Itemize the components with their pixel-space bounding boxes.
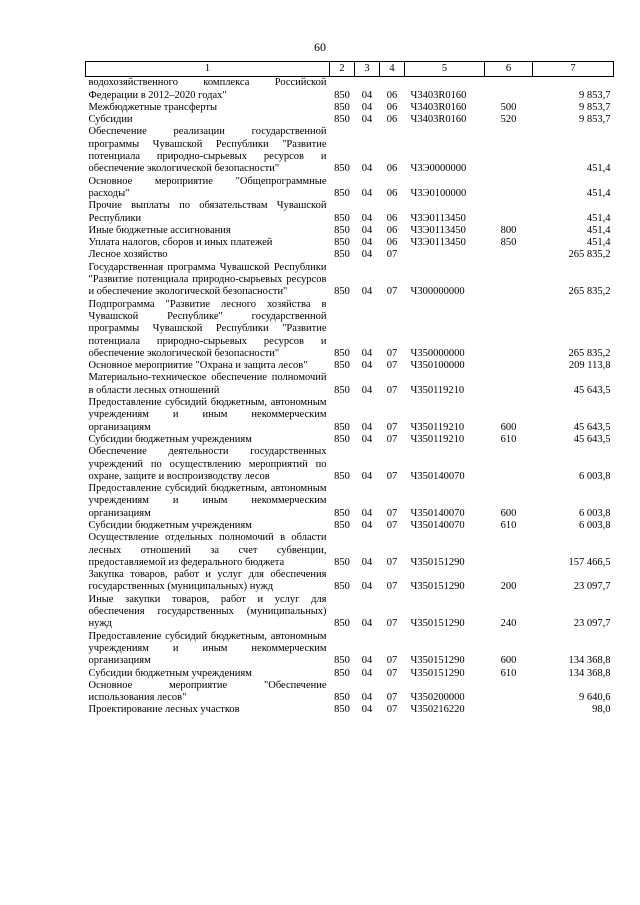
table-row (86, 668, 614, 680)
row-expense-type: 610 (500, 667, 517, 679)
row-name: Предоставление субсидий бюджетным, автономным учреждениям и иным некоммерческим организациям (88, 483, 327, 519)
row-subsection: 06 (386, 237, 398, 249)
table-row (86, 176, 614, 201)
table-row (86, 520, 614, 532)
row-expense-type (485, 299, 533, 360)
row-section: 04 (361, 470, 373, 482)
row-target-article: Ч350151290 (410, 667, 465, 679)
row-subsection: 07 (386, 556, 398, 568)
row-amount: 157 466,5 (568, 556, 611, 568)
row-expense-type (485, 126, 533, 175)
row-ministry-code: 850 (334, 692, 350, 704)
row-target-article: Ч350119210 (410, 421, 465, 433)
row-section: 04 (361, 433, 373, 445)
row-amount: 9 853,7 (579, 101, 611, 113)
row-section: 04 (361, 360, 373, 372)
row-amount: 451,4 (586, 224, 611, 236)
row-expense-type (485, 176, 533, 201)
row-name: Подпрограмма "Развитие лесного хозяйства в Чувашской Республике" государственной программы Чувашской Республики "Развитие потенциала природно-сырьевых ресурсов и обеспечение экологической безопасности" (88, 298, 327, 359)
row-name: Материально-техническое обеспечение полномочий в области лесных отношений (88, 372, 327, 396)
row-name: Иные бюджетные ассигнования (88, 224, 231, 236)
table-row (86, 631, 614, 668)
column-header: 3 (355, 62, 380, 77)
table-row (86, 372, 614, 397)
row-section: 04 (361, 556, 373, 568)
table-row (86, 262, 614, 299)
row-subsection: 06 (386, 114, 398, 126)
row-amount: 6 003,8 (579, 507, 611, 519)
row-amount: 451,4 (586, 187, 611, 199)
table-row (86, 532, 614, 569)
row-target-article: Ч350200000 (410, 692, 465, 704)
row-ministry-code: 850 (334, 187, 350, 199)
row-subsection: 06 (386, 163, 398, 175)
row-name: Основное мероприятие "Общепрограммные расходы" (88, 175, 327, 199)
row-target-article: Ч3403R0160 (410, 101, 467, 113)
row-amount: 23 097,7 (573, 581, 611, 593)
row-ministry-code: 850 (334, 618, 350, 630)
row-amount: 265 835,2 (568, 347, 611, 359)
row-amount: 6 003,8 (579, 519, 611, 531)
row-ministry-code: 850 (334, 704, 350, 716)
row-target-article: Ч350151290 (410, 655, 465, 667)
row-name: Субсидии бюджетным учреждениям (88, 519, 252, 531)
row-ministry-code: 850 (334, 237, 350, 249)
row-ministry-code: 850 (334, 360, 350, 372)
row-expense-type: 850 (500, 237, 517, 249)
table-row (86, 114, 614, 126)
row-target-article: Ч350140070 (410, 507, 465, 519)
row-subsection: 07 (386, 249, 398, 261)
row-target-article: Ч350140070 (410, 519, 465, 531)
row-section: 04 (361, 163, 373, 175)
row-expense-type (485, 372, 533, 397)
row-ministry-code: 850 (334, 470, 350, 482)
row-amount: 134 368,8 (568, 667, 611, 679)
row-ministry-code: 850 (334, 519, 350, 531)
row-amount: 23 097,7 (573, 618, 611, 630)
row-amount: 265 835,2 (568, 249, 611, 261)
table-row (86, 102, 614, 114)
row-amount: 134 368,8 (568, 655, 611, 667)
row-target-article: Ч350119210 (410, 433, 465, 445)
row-section: 04 (361, 507, 373, 519)
row-subsection: 07 (386, 667, 398, 679)
table-header-row (86, 62, 614, 77)
row-expense-type: 600 (500, 421, 517, 433)
row-target-article: Ч300000000 (410, 286, 465, 298)
row-target-article: Ч3Э0100000 (410, 187, 467, 199)
row-subsection: 07 (386, 421, 398, 433)
row-expense-type (485, 360, 533, 372)
row-expense-type (485, 704, 533, 716)
table-row (86, 299, 614, 360)
row-name: Прочие выплаты по обязательствам Чувашской Республики (88, 200, 327, 224)
row-target-article: Ч350151290 (410, 618, 465, 630)
row-subsection: 07 (386, 384, 398, 396)
row-amount: 45 643,5 (573, 384, 611, 396)
row-amount: 6 003,8 (579, 470, 611, 482)
row-section: 04 (361, 89, 373, 101)
row-name: Межбюджетные трансферты (88, 101, 218, 113)
row-target-article: Ч350216220 (410, 704, 465, 716)
column-header: 7 (533, 62, 614, 77)
row-name: Предоставление субсидий бюджетным, автономным учреждениям и иным некоммерческим организациям (88, 397, 327, 433)
row-section: 04 (361, 187, 373, 199)
row-amount: 45 643,5 (573, 421, 611, 433)
row-name: водохозяйственного комплекса Российской Федерации в 2012–2020 годах" (88, 77, 327, 101)
row-ministry-code: 850 (334, 101, 350, 113)
row-subsection: 07 (386, 618, 398, 630)
row-section: 04 (361, 101, 373, 113)
row-expense-type: 610 (500, 433, 517, 445)
row-name: Иные закупки товаров, работ и услуг для обеспечения государственных (муниципальных) нужд (88, 593, 327, 630)
row-section: 04 (361, 692, 373, 704)
row-section: 04 (361, 421, 373, 433)
row-subsection: 07 (386, 704, 398, 716)
row-section: 04 (361, 581, 373, 593)
row-target-article: Ч350140070 (410, 470, 465, 482)
row-expense-type: 600 (500, 655, 517, 667)
row-subsection: 07 (386, 655, 398, 667)
table-row (86, 594, 614, 631)
row-ministry-code: 850 (334, 433, 350, 445)
row-name: Предоставление субсидий бюджетным, автономным учреждениям и иным некоммерческим организациям (88, 630, 327, 667)
row-target-article: Ч350151290 (410, 556, 465, 568)
row-section: 04 (361, 249, 373, 261)
table-row (86, 704, 614, 716)
row-ministry-code: 850 (334, 249, 350, 261)
row-ministry-code: 850 (334, 114, 350, 126)
row-subsection: 06 (386, 224, 398, 236)
row-target-article: Ч3403R0160 (410, 89, 467, 101)
row-expense-type (485, 262, 533, 299)
row-expense-type: 500 (500, 101, 517, 113)
row-section: 04 (361, 286, 373, 298)
row-ministry-code: 850 (334, 507, 350, 519)
row-name: Лесное хозяйство (88, 249, 168, 261)
row-expense-type (485, 446, 533, 483)
row-subsection: 07 (386, 286, 398, 298)
row-subsection: 07 (386, 692, 398, 704)
row-section: 04 (361, 704, 373, 716)
row-subsection: 06 (386, 212, 398, 224)
row-expense-type (485, 77, 533, 102)
row-subsection: 06 (386, 187, 398, 199)
row-target-article: Ч350100000 (410, 360, 465, 372)
row-name: Основное мероприятие "Охрана и защита лесов" (88, 360, 308, 372)
row-ministry-code: 850 (334, 224, 350, 236)
row-subsection: 07 (386, 347, 398, 359)
row-subsection: 06 (386, 89, 398, 101)
row-name: Субсидии (88, 114, 133, 126)
row-ministry-code: 850 (334, 667, 350, 679)
row-subsection: 06 (386, 101, 398, 113)
row-amount: 98,0 (592, 704, 611, 716)
row-expense-type (485, 680, 533, 705)
row-amount: 265 835,2 (568, 286, 611, 298)
row-ministry-code: 850 (334, 384, 350, 396)
table-row (86, 249, 614, 261)
column-header: 5 (405, 62, 485, 77)
table-row (86, 569, 614, 594)
row-subsection: 07 (386, 433, 398, 445)
row-amount: 451,4 (586, 212, 611, 224)
row-name: Государственная программа Чувашской Республики "Развитие потенциала природно-сырьевых ресурсов и обеспечение экологической безопасности" (88, 261, 327, 298)
table-row (86, 446, 614, 483)
row-ministry-code: 850 (334, 212, 350, 224)
row-ministry-code: 850 (334, 89, 350, 101)
row-expense-type: 200 (500, 581, 517, 593)
row-amount: 9 853,7 (579, 89, 611, 101)
row-ministry-code: 850 (334, 286, 350, 298)
row-name: Закупка товаров, работ и услуг для обеспечения государственных (муниципальных) нужд (88, 569, 327, 593)
row-section: 04 (361, 114, 373, 126)
column-header: 1 (86, 62, 330, 77)
row-expense-type (485, 249, 533, 261)
row-name: Обеспечение реализации государственной программы Чувашской Республики "Развитие потенциала природно-сырьевых ресурсов и обеспечение экологической безопасности" (88, 126, 327, 175)
row-target-article: Ч350000000 (410, 347, 465, 359)
table-row (86, 483, 614, 520)
row-expense-type (485, 200, 533, 225)
table-row (86, 200, 614, 225)
column-header: 2 (330, 62, 355, 77)
row-target-article: Ч3Э0113450 (410, 237, 466, 249)
row-subsection: 07 (386, 581, 398, 593)
row-subsection: 07 (386, 507, 398, 519)
row-section: 04 (361, 224, 373, 236)
row-name: Субсидии бюджетным учреждениям (88, 433, 252, 445)
row-section: 04 (361, 237, 373, 249)
row-target-article (405, 249, 485, 261)
row-amount: 9 640,6 (579, 692, 611, 704)
row-section: 04 (361, 655, 373, 667)
row-target-article: Ч350119210 (410, 384, 465, 396)
row-section: 04 (361, 519, 373, 531)
table-row (86, 77, 614, 102)
row-section: 04 (361, 212, 373, 224)
row-name: Осуществление отдельных полномочий в области лесных отношений за счет субвенции, предоставляемой из федерального бюджета (88, 532, 327, 568)
row-target-article: Ч3Э0113450 (410, 212, 466, 224)
row-subsection: 07 (386, 360, 398, 372)
row-subsection: 07 (386, 470, 398, 482)
row-ministry-code: 850 (334, 655, 350, 667)
table-row (86, 225, 614, 237)
row-name: Основное мероприятие "Обеспечение использования лесов" (88, 679, 327, 704)
row-expense-type: 520 (500, 114, 517, 126)
row-ministry-code: 850 (334, 347, 350, 359)
table-row (86, 237, 614, 249)
row-amount: 209 113,8 (568, 360, 611, 372)
page-number: 60 (314, 40, 326, 54)
row-amount: 451,4 (586, 237, 611, 249)
row-name: Проектирование лесных участков (88, 704, 240, 716)
row-name: Субсидии бюджетным учреждениям (88, 667, 252, 679)
row-amount: 9 853,7 (579, 114, 611, 126)
column-header: 6 (485, 62, 533, 77)
row-section: 04 (361, 347, 373, 359)
row-expense-type (485, 532, 533, 569)
table-row (86, 126, 614, 175)
row-target-article: Ч3403R0160 (410, 114, 467, 126)
row-section: 04 (361, 618, 373, 630)
row-ministry-code: 850 (334, 581, 350, 593)
table-row (86, 360, 614, 372)
row-amount: 451,4 (586, 163, 611, 175)
row-ministry-code: 850 (334, 556, 350, 568)
row-ministry-code: 850 (334, 163, 350, 175)
row-name: Уплата налогов, сборов и иных платежей (88, 237, 273, 249)
table-body (86, 77, 614, 717)
row-target-article: Ч3Э0113450 (410, 224, 466, 236)
budget-table (85, 61, 614, 717)
row-expense-type: 600 (500, 507, 517, 519)
row-expense-type: 800 (500, 224, 517, 236)
table-row (86, 680, 614, 705)
row-amount: 45 643,5 (573, 433, 611, 445)
row-name: Обеспечение деятельности государственных учреждений по осуществлению мероприятий по охране, защите и воспроизводству лесов (88, 446, 327, 482)
row-section: 04 (361, 384, 373, 396)
row-expense-type: 240 (500, 618, 517, 630)
row-ministry-code: 850 (334, 421, 350, 433)
table-row (86, 434, 614, 446)
table-row (86, 397, 614, 434)
row-expense-type: 610 (500, 519, 517, 531)
row-section: 04 (361, 667, 373, 679)
column-header: 4 (380, 62, 405, 77)
row-subsection: 07 (386, 519, 398, 531)
row-target-article: Ч3Э0000000 (410, 163, 467, 175)
row-target-article: Ч350151290 (410, 581, 465, 593)
